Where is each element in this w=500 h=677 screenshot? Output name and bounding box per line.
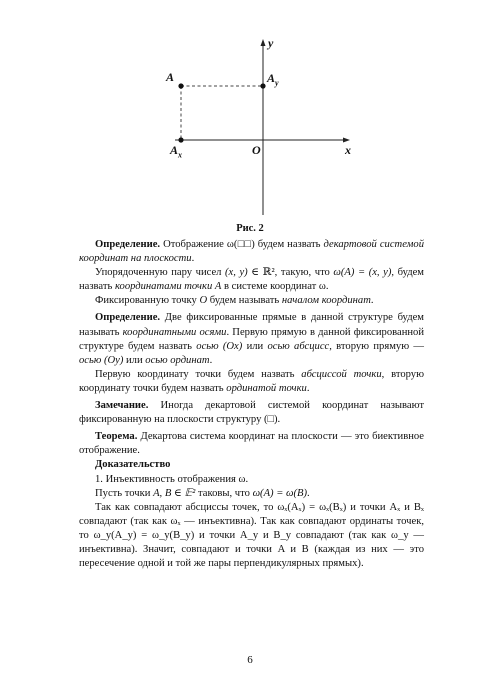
figure-caption: Рис. 2	[236, 223, 264, 234]
theorem-paragraph: Теорема. Декартова система координат на плоскости — это биективное отображение.	[79, 431, 424, 457]
origin-paragraph: Фиксированную точку O будем называть началом координат.	[95, 295, 374, 307]
document-body	[79, 238, 424, 571]
point-a-label: A	[166, 70, 175, 84]
coordinate-figure	[0, 0, 500, 240]
point-ax	[178, 137, 183, 142]
page-number: 6	[247, 654, 253, 666]
point-ay-label: $A_y$	[267, 71, 279, 88]
proof-assumption: Пусть точки A, B ∈ 𝔼² таковы, что ω(A) = ω(B).	[95, 487, 310, 499]
proof-heading: Доказательство	[95, 459, 171, 471]
injectivity-heading: 1. Инъективность отображения ω.	[95, 473, 249, 485]
x-axis-arrow	[343, 138, 350, 143]
x-axis-label: x	[345, 143, 351, 157]
definition-coordinate-system: Определение. Отображение ω(□□) будем назвать декартовой системой координат на плоскости.	[79, 239, 424, 265]
remark-paragraph: Замечание. Иногда декартовой системой координат называют фиксированную на плоскости структуру (□).	[79, 400, 424, 426]
proof-argument: Так как совпадают абсциссы точек, то ωₓ(Aₓ) = ωₓ(Bₓ) и точки Aₓ и Bₓ совпадают (так как ωₓ — инъективна). Так как совпадают ординаты точек, то ω_y(A_y) = ω_y(B_y) и точки A_y и B_y совпадают (так как ω_y — инъективна). Значит, совпадают и точки A и B (каждая из них — это пересечение одной и той же пары перпендикулярных прямых).	[79, 501, 424, 570]
origin-label: O	[252, 143, 261, 157]
y-axis-arrow	[261, 39, 266, 46]
abscissa-ordinate-paragraph: Первую координату точки будем назвать абсциссой точки, вторую координату точки будем назвать ординатой точки.	[79, 368, 424, 394]
definition-axes: Определение. Две фиксированные прямые в данной структуре будем называть координатными осями. Первую прямую в данной фиксированной структуре будем назвать осью (Ox) или осью абсцисс, вторую прямую — осью (Oy) или осью ординат.	[79, 312, 424, 366]
point-ay	[260, 83, 265, 88]
coordinates-paragraph: Упорядоченную пару чисел (x, y) ∈ ℝ², такую, что ω(A) = (x, y), будем назвать координатами точки A в системе координат ω.	[79, 267, 424, 293]
coordinate-axes-diagram	[0, 0, 500, 240]
y-axis-label: y	[268, 36, 274, 50]
point-ax-label: $A_x$	[170, 143, 183, 160]
point-a	[178, 83, 183, 88]
